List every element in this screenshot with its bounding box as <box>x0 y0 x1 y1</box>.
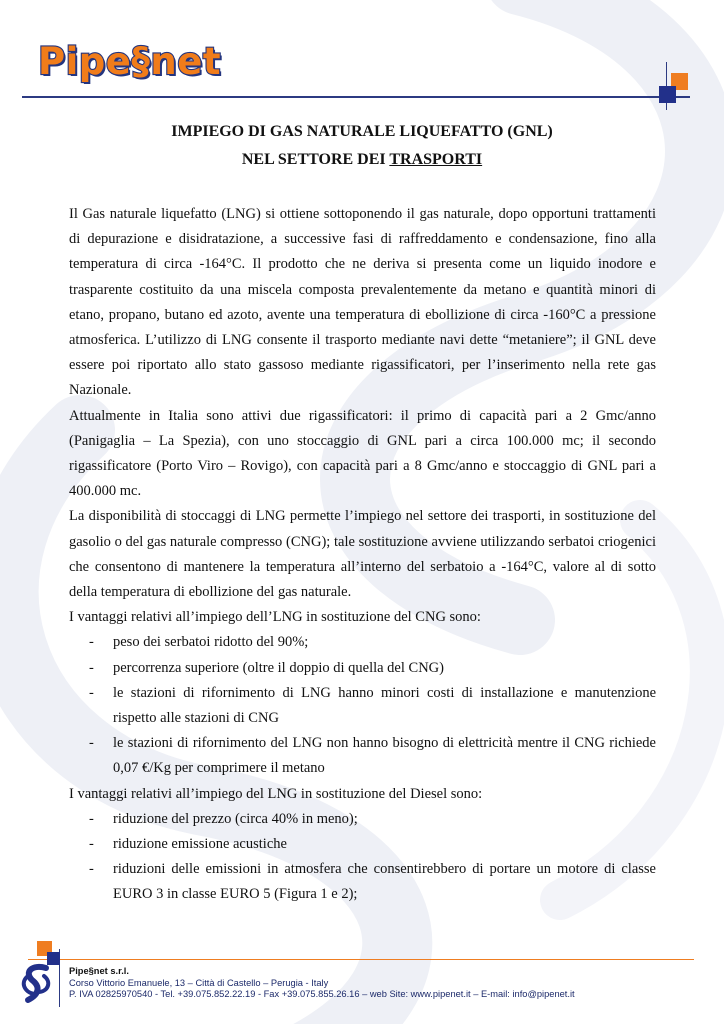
footer-logo-icon <box>18 962 54 1006</box>
list-item: - riduzione del prezzo (circa 40% in meno); <box>69 807 656 832</box>
footer-rule <box>28 959 694 960</box>
paragraph-diesel-advantages-intro: I vantaggi relativi all’impiego del LNG in sostituzione del Diesel sono: <box>69 785 483 802</box>
list-item: - le stazioni di rifornimento di LNG hanno minori costi di installazione e manutenzione rispetto alle stazioni di CNG <box>69 681 656 731</box>
title-underlined-word: TRASPORTI <box>389 151 483 168</box>
footer-address: Corso Vittorio Emanuele, 13 – Città di Castello – Perugia - Italy <box>69 977 329 988</box>
title-prefix: NEL SETTORE DEI <box>241 151 390 168</box>
document-title-line1: IMPIEGO DI GAS NATURALE LIQUEFATTO (GNL) <box>171 123 553 140</box>
paragraph-cng-advantages-intro: I vantaggi relativi all’impiego dell’LNG in sostituzione del CNG sono: <box>69 609 481 626</box>
paragraph-storage: La disponibilità di stoccaggi di LNG permette l’impiego nel settore dei trasporti, in sostituzione del gasolio o del gas naturale compresso (CNG); tale sostituzione avviene utilizzando serbatoi criogenici che consentono di mantenere la temperatura all’interno del serbatoio a -164°C, valore al di sotto della temperatura di ebollizione del gas naturale. <box>69 508 656 601</box>
footer-blue-square <box>47 952 60 965</box>
paragraph-regasifiers: Attualmente in Italia sono attivi due rigassificatori: il primo di capacità pari a 2 Gmc/anno (Panigaglia – La Spezia), con uno stoccaggio di GNL pari a circa 100.000 mc; il secondo rigassificatore (Porto Viro – Rovigo), con capacità pari a 8 Gmc/anno e stoccaggio di GNL pari a 400.000 mc. <box>69 407 656 500</box>
footer-contacts: P. IVA 02825970540 - Tel. +39.075.852.22.19 - Fax +39.075.855.26.16 – web Site: www.pipenet.it – E-mail: info@pipenet.it <box>69 989 575 999</box>
list-item: - le stazioni di rifornimento del LNG non hanno bisogno di elettricità mentre il CNG richiede 0,07 €/Kg per comprimere il metano <box>69 731 656 781</box>
list-item: - percorrenza superiore (oltre il doppio di quella del CNG) <box>69 656 656 681</box>
paragraph-lng-definition: Il Gas naturale liquefatto (LNG) si ottiene sottoponendo il gas naturale, dopo opportuni trattamenti di depurazione e disidratazione, a successive fasi di raffreddamento e condensazione, fino alla temperatura di circa -164°C. Il prodotto che ne deriva si presenta come un liquido inodore e trasparente costituito da una miscela composta prevalentemente da metano e quantità minori di etano, propano, butano ed azoto, avente una temperatura di ebollizione di circa -160°C a pressione atmosferica. L’utilizzo di LNG consente il trasporto mediante navi dette “metaniere”; il GNL deve essere poi riportato allo stato gassoso mediante rigassificatori, per l’inserimento nella rete gas Nazionale. <box>69 206 656 399</box>
document-body <box>69 202 656 908</box>
footer-company-name: Pipe§net s.r.l. <box>69 966 129 976</box>
footer-contact-block <box>69 966 575 1001</box>
list-cng-advantages <box>69 630 656 781</box>
header-rule <box>22 96 690 98</box>
header-blue-square <box>659 86 676 103</box>
list-item: - riduzione emissione acustiche <box>69 832 656 857</box>
document-title-line2 <box>0 151 724 169</box>
list-item: - peso dei serbatoi ridotto del 90%; <box>69 630 656 655</box>
list-diesel-advantages <box>69 807 656 908</box>
company-logo: Pipe§net <box>38 40 222 83</box>
list-item: - riduzioni delle emissioni in atmosfera che consentirebbero di portare un motore di classe EURO 3 in classe EURO 5 (Figura 1 e 2); <box>69 857 656 907</box>
